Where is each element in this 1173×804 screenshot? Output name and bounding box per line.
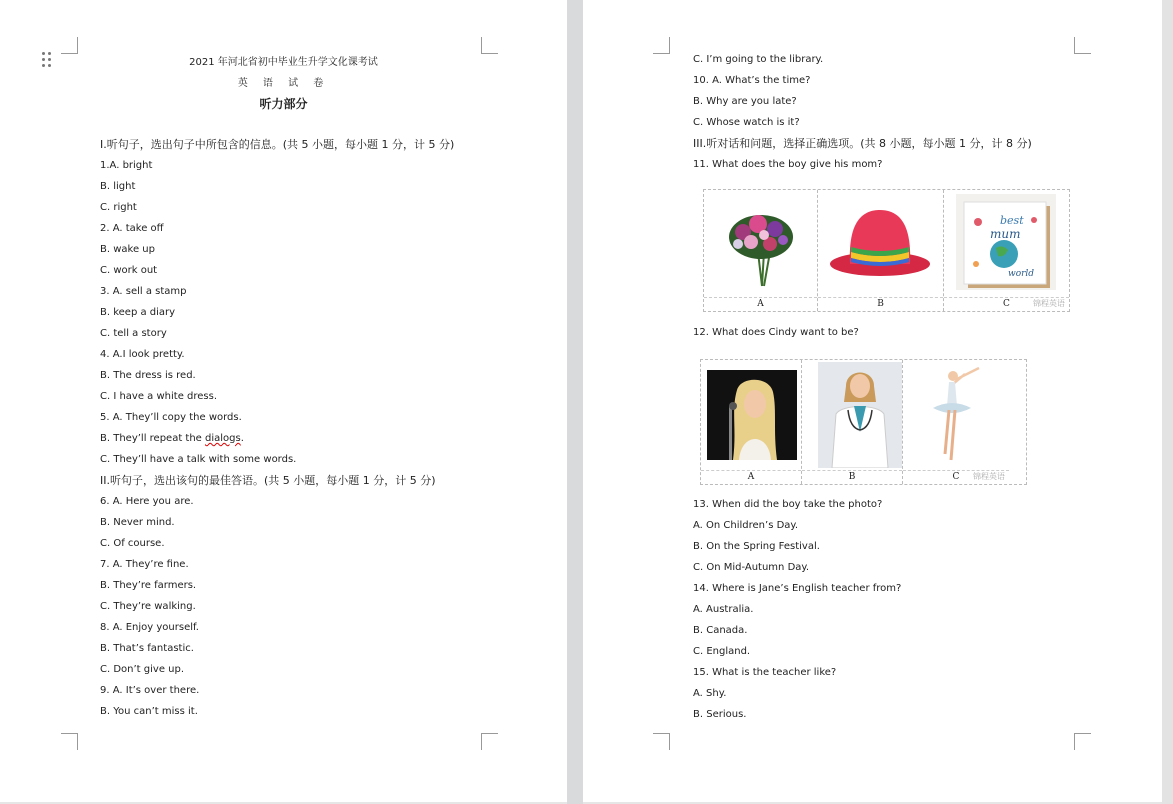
question-line: 6. A. Here you are.: [100, 496, 194, 507]
document-page-1: [0, 0, 567, 802]
crop-mark: [61, 37, 78, 54]
exam-subject: 英 语 试 卷: [237, 78, 330, 89]
page-gap: [567, 0, 583, 804]
question-line: B. On the Spring Festival.: [693, 541, 820, 552]
question-line: B. Serious.: [693, 709, 747, 720]
question-12: 12. What does Cindy want to be?: [693, 327, 859, 338]
ballet-dancer-image: [917, 362, 995, 468]
singer-image: [707, 370, 797, 460]
question-line: 7. A. They’re fine.: [100, 559, 189, 570]
option-b-cell[interactable]: [802, 360, 903, 484]
question-line: C. right: [100, 202, 137, 213]
question-line: A. Australia.: [693, 604, 754, 615]
option-label: B: [818, 297, 943, 311]
question-line: 2. A. take off: [100, 223, 164, 234]
question-line: C. On Mid-Autumn Day.: [693, 562, 810, 573]
question-line: C. England.: [693, 646, 751, 657]
option-label: C 锦程英语: [903, 470, 1009, 484]
question-line: C. Of course.: [100, 538, 165, 549]
question-line: 4. A.I look pretty.: [100, 349, 185, 360]
crop-mark: [481, 733, 498, 750]
question-line: B. wake up: [100, 244, 155, 255]
document-page-2: [583, 0, 1162, 802]
question-line: A. On Children’s Day.: [693, 520, 799, 531]
q11-image-table: [703, 189, 1070, 312]
question-line: B. The dress is red.: [100, 370, 196, 381]
question-line: 15. What is the teacher like?: [693, 667, 837, 678]
q12-image-table: [700, 359, 1027, 485]
question-line: B. You can’t miss it.: [100, 706, 198, 717]
question-line: 1.A. bright: [100, 160, 153, 171]
spellcheck-word: dialogs: [205, 433, 241, 444]
option-a-cell[interactable]: [701, 360, 802, 484]
question-line: 8. A. Enjoy yourself.: [100, 622, 199, 633]
section-instruction: II.听句子，选出该句的最佳答语。(共 5 小题，每小题 1 分，计 5 分): [100, 474, 436, 487]
option-b-cell[interactable]: [818, 190, 944, 311]
option-a-cell[interactable]: [704, 190, 818, 311]
card-text: mum: [990, 227, 1021, 241]
question-line: 9. A. It’s over there.: [100, 685, 200, 696]
crop-mark: [1074, 733, 1091, 750]
exam-title: 2021 年河北省初中毕业生升学文化课考试: [189, 57, 378, 68]
question-line: 10. A. What’s the time?: [693, 75, 811, 86]
question-line: C. Don’t give up.: [100, 664, 185, 675]
question-line: B. They’ll repeat the dialogs.: [100, 433, 244, 444]
question-line: C. I have a white dress.: [100, 391, 218, 402]
question-line: B. Why are you late?: [693, 96, 797, 107]
question-line: C. work out: [100, 265, 158, 276]
question-line: 3. A. sell a stamp: [100, 286, 187, 297]
crop-mark: [653, 733, 670, 750]
crop-mark: [61, 733, 78, 750]
watermark: 锦程英语: [1033, 299, 1065, 308]
option-label: C 锦程英语: [944, 297, 1069, 311]
question-line: 5. A. They’ll copy the words.: [100, 412, 242, 423]
question-line: B. keep a diary: [100, 307, 176, 318]
option-c-cell[interactable]: [944, 190, 1069, 311]
scroll-margin: [1162, 0, 1173, 804]
mom-card-image: [954, 192, 1058, 292]
section-heading: 听力部分: [259, 97, 308, 111]
card-text: best: [1000, 214, 1024, 227]
section-instruction: I.听句子，选出句子中所包含的信息。(共 5 小题，每小题 1 分，计 5 分): [100, 138, 455, 151]
option-c-cell[interactable]: [903, 360, 1009, 484]
watermark: 锦程英语: [973, 472, 1005, 481]
section-instruction: III.听对话和问题，选择正确选项。(共 8 小题，每小题 1 分，计 8 分): [693, 137, 1032, 150]
question-line: B. That’s fantastic.: [100, 643, 194, 654]
question-line: C. They’re walking.: [100, 601, 196, 612]
card-text: world: [1008, 269, 1035, 279]
question-line: B. Never mind.: [100, 517, 175, 528]
option-label: A: [701, 470, 801, 484]
option-label: B: [802, 470, 902, 484]
flower-bouquet-image: [718, 202, 804, 288]
question-line: C. I’m going to the library.: [693, 54, 824, 65]
crop-mark: [653, 37, 670, 54]
question-line: 13. When did the boy take the photo?: [693, 499, 883, 510]
question-line: B. Canada.: [693, 625, 748, 636]
question-line: B. They’re farmers.: [100, 580, 197, 591]
question-line: C. They’ll have a talk with some words.: [100, 454, 297, 465]
question-line: C. Whose watch is it?: [693, 117, 800, 128]
doctor-image: [818, 362, 902, 468]
crop-mark: [1074, 37, 1091, 54]
question-line: B. light: [100, 181, 136, 192]
crop-mark: [481, 37, 498, 54]
question-line: C. tell a story: [100, 328, 167, 339]
question-line: 14. Where is Jane’s English teacher from?: [693, 583, 902, 594]
option-label: A: [704, 297, 817, 311]
question-line: A. Shy.: [693, 688, 727, 699]
red-hat-image: [826, 202, 934, 282]
question-line: 11. What does the boy give his mom?: [693, 159, 883, 170]
